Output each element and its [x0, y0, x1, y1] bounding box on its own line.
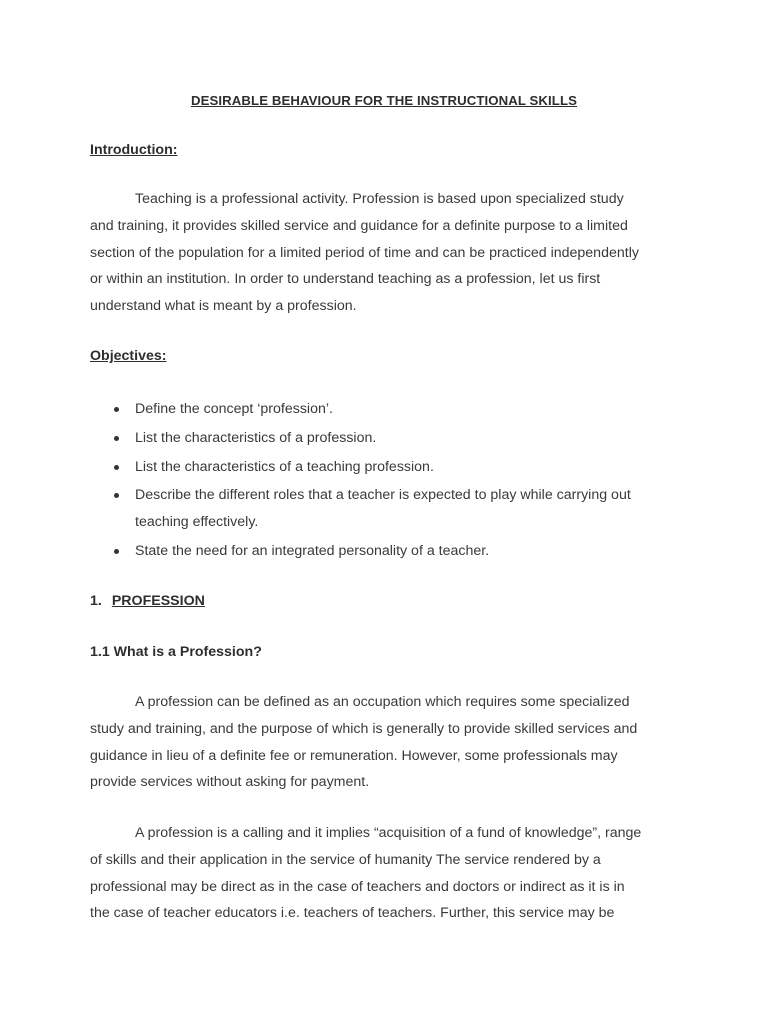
section-number: 1. [90, 593, 102, 609]
list-item: Describe the different roles that a teacher is expected to play while carrying out teaching effectively. [90, 482, 680, 536]
objectives-list [90, 396, 680, 567]
list-item: List the characteristics of a profession. [90, 425, 680, 452]
section-heading-profession [90, 593, 205, 609]
list-item: List the characteristics of a teaching profession. [90, 454, 680, 481]
bullet-icon [114, 407, 119, 412]
objectives-heading: Objectives: [90, 348, 167, 364]
paragraph-line: guidance in lieu of a definite fee or remuneration. However, some professionals may [90, 747, 618, 764]
section-title: PROFESSION [111, 593, 205, 609]
paragraph-line: of skills and their application in the service of humanity The service rendered by a [90, 851, 601, 868]
paragraph-line: the case of teacher educators i.e. teachers of teachers. Further, this service may be [90, 905, 615, 922]
document-title: DESIRABLE BEHAVIOUR FOR THE INSTRUCTIONAL SKILLS [190, 93, 578, 108]
paragraph-line: A profession can be defined as an occupation which requires some specialized [135, 694, 630, 710]
subsection-heading: 1.1 What is a Profession? [90, 644, 262, 660]
profession-paragraph-2 [90, 820, 680, 927]
introduction-paragraph [90, 186, 680, 320]
list-item: State the need for an integrated personality of a teacher. [90, 538, 680, 565]
paragraph-line: A profession is a calling and it implies “acquisition of a fund of knowledge”, range [135, 825, 642, 841]
paragraph-line: professional may be direct as in the case of teachers and doctors or indirect as it is in [90, 878, 625, 895]
bullet-icon [114, 493, 119, 498]
bullet-icon [114, 465, 119, 470]
paragraph-line: provide services without asking for payment. [90, 774, 370, 791]
bullet-icon [114, 549, 119, 554]
introduction-heading: Introduction: [90, 142, 178, 158]
list-item: Define the concept ‘profession’. [90, 396, 680, 423]
paragraph-line: Teaching is a professional activity. Profession is based upon specialized study [135, 191, 624, 207]
paragraph-line: or within an institution. In order to understand teaching as a profession, let us first [90, 271, 601, 288]
paragraph-line: study and training, and the purpose of which is generally to provide skilled services and [90, 720, 638, 737]
paragraph-line: and training, it provides skilled service and guidance for a definite purpose to a limited [90, 217, 628, 234]
paragraph-line: understand what is meant by a profession. [90, 298, 357, 315]
profession-paragraph-1 [90, 689, 680, 796]
paragraph-line: section of the population for a limited period of time and can be practiced independently [90, 244, 639, 261]
bullet-icon [114, 436, 119, 441]
